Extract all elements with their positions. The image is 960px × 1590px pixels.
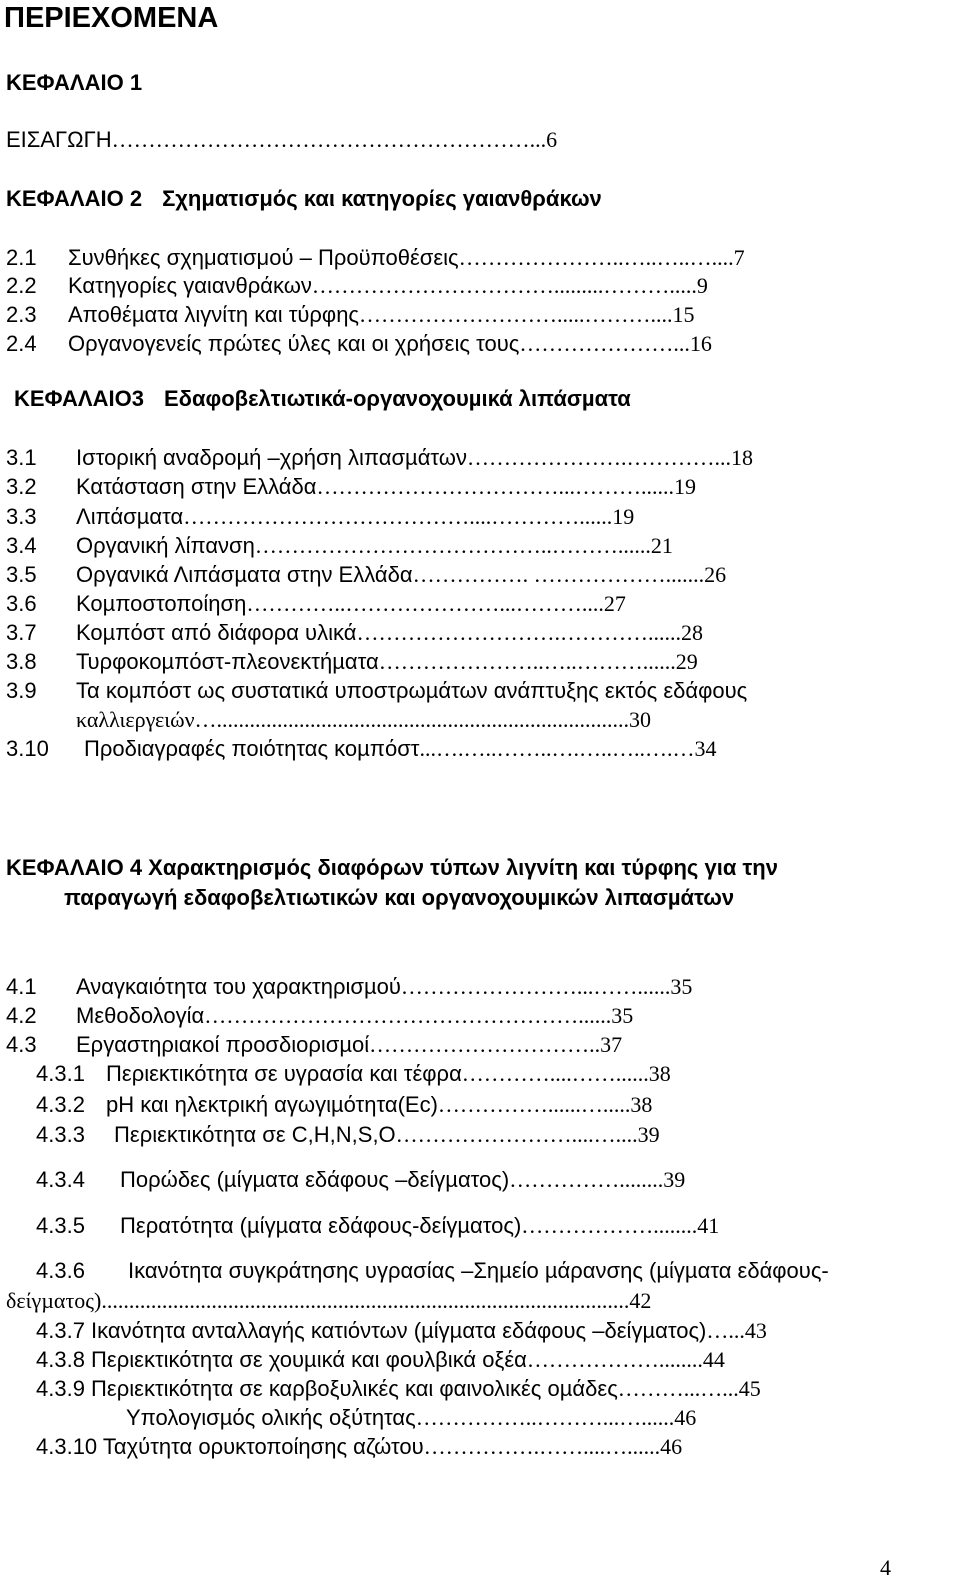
toc-entry-number: 3.10 <box>6 736 49 761</box>
toc-leader-page: ……………………………………………......35 <box>204 1003 634 1028</box>
toc-entry-title: 4.3.7 Ικανότητα ανταλλαγής κατιόντων (µίγµατα εδάφους –δείγµατος) <box>36 1318 707 1343</box>
toc-entry-title: Τυρφοκοµπόστ-πλεονεκτήµατα <box>76 649 379 674</box>
toc-entry-title: Κοµπόστ από διάφορα υλικά <box>76 620 357 645</box>
toc-leader-page: ……………......….....38 <box>437 1092 653 1117</box>
chapter-label: ΚΕΦΑΛΑΙΟ3 <box>14 386 144 411</box>
toc-entry-4-1 <box>6 974 692 1000</box>
toc-entry-3-10 <box>6 736 717 762</box>
toc-entry-title: ΕΙΣΑΓΩΓΗ <box>6 127 112 152</box>
toc-entry-number: 4.3.6 <box>36 1258 85 1283</box>
toc-entry-number: 3.7 <box>6 620 37 645</box>
toc-entry-number: 4.1 <box>6 974 37 999</box>
toc-entry-number: 3.6 <box>6 591 37 616</box>
toc-entry-2-3 <box>6 302 695 328</box>
toc-entry-introduction <box>6 127 557 153</box>
toc-entry-3-6 <box>6 591 626 617</box>
chapter-title: Εδαφοβελτιωτικά-οργανοχουµικά λιπάσµατα <box>163 386 631 411</box>
toc-leader-page: δείγµατος)................................................................................................42 <box>6 1288 652 1313</box>
toc-leader-page: …………….……....…......46 <box>423 1434 683 1459</box>
toc-entry-title: Τα κοµπόστ ως συστατικά υποστρωµάτων ανάπτυξης εκτός εδάφους <box>76 678 748 703</box>
toc-entry-number: 2.2 <box>6 273 37 298</box>
toc-leader-page: ………………….…………...18 <box>466 445 753 470</box>
toc-entry-4-3-4 <box>36 1167 685 1193</box>
toc-entry-number: 3.8 <box>6 649 37 674</box>
toc-entry-title: pH και ηλεκτρική αγωγιµότητα(Εc) <box>106 1092 438 1117</box>
toc-leader-page: …………..…………………...………....27 <box>246 591 626 616</box>
toc-leader-page: καλλιεργειών…...........................................................................30 <box>76 707 652 732</box>
toc-entry-title: Προδιαγραφές ποιότητας κοµπόστ <box>84 736 420 761</box>
toc-entry-title: Εργαστηριακοί προσδιορισµοί <box>76 1032 370 1057</box>
toc-entry-3-1 <box>6 445 753 471</box>
toc-entry-4-3-2 <box>36 1092 652 1118</box>
toc-leader-page: ………...…...45 <box>617 1376 761 1401</box>
toc-entry-title: Πορώδες (µίγµατα εδάφους –δείγµατος) <box>120 1167 510 1192</box>
toc-entry-3-3 <box>6 504 634 530</box>
toc-entry-title: Κατηγορίες γαιανθράκων <box>68 273 312 298</box>
toc-leader-page: ……………………………...………......19 <box>316 474 696 499</box>
toc-entry-title: Αναγκαιότητα του χαρακτηρισµού <box>76 974 401 999</box>
chapter-4-heading-line2: παραγωγή εδαφοβελτιωτικών και οργανοχουµικών λιπασµάτων <box>64 885 735 910</box>
chapter-3-heading <box>14 386 631 412</box>
toc-entry-number: 4.3.1 <box>36 1061 85 1086</box>
toc-leader-page: …………………..…..…..…....7 <box>458 245 745 270</box>
toc-leader-page: …………………………………....…………......19 <box>183 504 635 529</box>
toc-entry-title: 4.3.10 Ταχύτητα ορυκτοποίησης αζώτου <box>36 1434 424 1459</box>
toc-entry-number: 3.9 <box>6 678 37 703</box>
toc-entry-title: Κοµποστοποίηση <box>76 591 247 616</box>
toc-entry-4-2 <box>6 1003 633 1029</box>
toc-entry-title: Ιστορική αναδροµή –χρήση λιπασµάτων <box>76 445 467 470</box>
chapter-1-heading: ΚΕΦΑΛΑΙΟ 1 <box>6 70 143 95</box>
toc-entry-3-9-continuation <box>76 707 651 733</box>
toc-entry-3-5 <box>6 562 726 588</box>
toc-entry-title: Οργανική λίπανση <box>76 533 255 558</box>
toc-leader-page: ……………………....…....39 <box>395 1122 660 1147</box>
toc-entry-2-4 <box>6 331 712 357</box>
toc-leader-page: ……………………….....………....15 <box>359 302 695 327</box>
toc-entry-4-3-6-continuation <box>6 1288 651 1314</box>
toc-entry-3-2 <box>6 474 696 500</box>
toc-entry-title: Περιεκτικότητα σε υγρασία και τέφρα <box>106 1061 462 1086</box>
toc-leader-page: …...43 <box>706 1318 767 1343</box>
toc-entry-title: Κατάσταση στην Ελλάδα <box>76 474 317 499</box>
toc-entry-number: 2.3 <box>6 302 37 327</box>
toc-entry-4-3-7 <box>36 1318 767 1344</box>
toc-entry-4-3-10 <box>36 1434 682 1460</box>
toc-entry-4-3-6 <box>36 1258 829 1284</box>
toc-entry-2-1 <box>6 245 745 271</box>
toc-entry-number: 4.3.5 <box>36 1213 85 1238</box>
toc-leader-page: ……………………...……......35 <box>400 974 693 999</box>
toc-entry-number: 2.1 <box>6 245 37 270</box>
toc-entry-3-9 <box>6 678 747 704</box>
toc-entry-title: Οργανικά Λιπάσµατα στην Ελλάδα <box>76 562 413 587</box>
toc-leader-page: …………....……......38 <box>461 1061 671 1086</box>
chapter-label: ΚΕΦΑΛΑΙΟ 2 <box>6 186 143 211</box>
toc-leader-page: ……………..………...…......46 <box>415 1405 697 1430</box>
page-number: 4 <box>880 1555 891 1580</box>
toc-entry-3-4 <box>6 533 673 559</box>
toc-entry-4-3-9-total-acidity <box>126 1405 696 1431</box>
toc-entry-number: 3.2 <box>6 474 37 499</box>
toc-entry-number: 4.3.3 <box>36 1122 85 1147</box>
toc-entry-title: Συνθήκες σχηματισμού – Προϋποθέσεις <box>68 245 459 270</box>
toc-leader-page: …………………………..37 <box>369 1032 623 1057</box>
toc-entry-4-3 <box>6 1032 622 1058</box>
toc-leader-page: …………………………………………………...6 <box>111 127 558 152</box>
toc-leader-page: ………………........41 <box>521 1213 720 1238</box>
chapter-title: Σχηματισμός και κατηγορίες γαιανθράκων <box>162 186 602 211</box>
toc-entry-title: 4.3.9 Περιεκτικότητα σε καρβοξυλικές και φαινολικές οµάδες <box>36 1376 618 1401</box>
toc-leader-page: ………………........44 <box>526 1347 725 1372</box>
chapter-4-heading-line1: ΚΕΦΑΛΑΙΟ 4 Χαρακτηρισµός διαφόρων τύπων λιγνίτη και τύρφης για την <box>6 855 778 880</box>
chapter-2-heading <box>6 186 602 212</box>
toc-leader-page: ……………………….…………......28 <box>356 620 703 645</box>
toc-leader-page: …………………...16 <box>519 331 712 356</box>
toc-entry-number: 4.3.2 <box>36 1092 85 1117</box>
toc-entry-number: 3.1 <box>6 445 37 470</box>
toc-entry-4-3-5 <box>36 1213 719 1239</box>
toc-entry-title: Οργανογενείς πρώτες ύλες και οι χρήσεις τους <box>68 331 520 356</box>
page-title: ΠΕΡΙΕΧΟΜΕΝΑ <box>4 2 219 34</box>
toc-entry-number: 3.5 <box>6 562 37 587</box>
toc-leader-page: ……………. ……………….......26 <box>412 562 727 587</box>
toc-entry-title: Περιεκτικότητα σε C,H,N,S,O <box>114 1122 396 1147</box>
toc-entry-number: 2.4 <box>6 331 37 356</box>
toc-entry-title: Λιπάσµατα <box>76 504 184 529</box>
toc-entry-title: 4.3.8 Περιεκτικότητα σε χουµικά και φουλβικά οξέα <box>36 1347 527 1372</box>
toc-entry-3-8 <box>6 649 698 675</box>
toc-leader-page: …………………………….........……….....9 <box>311 273 708 298</box>
toc-entry-number: 3.3 <box>6 504 37 529</box>
toc-leader-page: ……………........39 <box>509 1167 686 1192</box>
toc-entry-3-7 <box>6 620 703 646</box>
toc-leader-page: ...….…..……..….…..…..….…34 <box>419 736 717 761</box>
toc-entry-number: 4.2 <box>6 1003 37 1028</box>
toc-entry-title: Ικανότητα συγκράτησης υγρασίας –Σηµείο µάρανσης (µίγµατα εδάφους- <box>128 1258 829 1283</box>
toc-entry-title: Περατότητα (µίγµατα εδάφους-δείγµατος) <box>120 1213 522 1238</box>
toc-entry-4-3-3 <box>36 1122 660 1148</box>
toc-entry-title: Υπολογισµός ολικής οξύτητας <box>126 1405 416 1430</box>
toc-entry-4-3-1 <box>36 1061 671 1087</box>
toc-entry-2-2 <box>6 273 708 299</box>
toc-entry-title: Αποθέµατα λιγνίτη και τύρφης <box>68 302 360 327</box>
toc-leader-page: …………………………………..………......21 <box>254 533 673 558</box>
toc-entry-number: 3.4 <box>6 533 37 558</box>
toc-entry-title: Μεθοδολογία <box>76 1003 205 1028</box>
toc-entry-4-3-9 <box>36 1376 761 1402</box>
toc-entry-4-3-8 <box>36 1347 725 1373</box>
toc-leader-page: …………………..…..………......29 <box>378 649 698 674</box>
toc-entry-number: 4.3.4 <box>36 1167 85 1192</box>
toc-entry-number: 4.3 <box>6 1032 37 1057</box>
